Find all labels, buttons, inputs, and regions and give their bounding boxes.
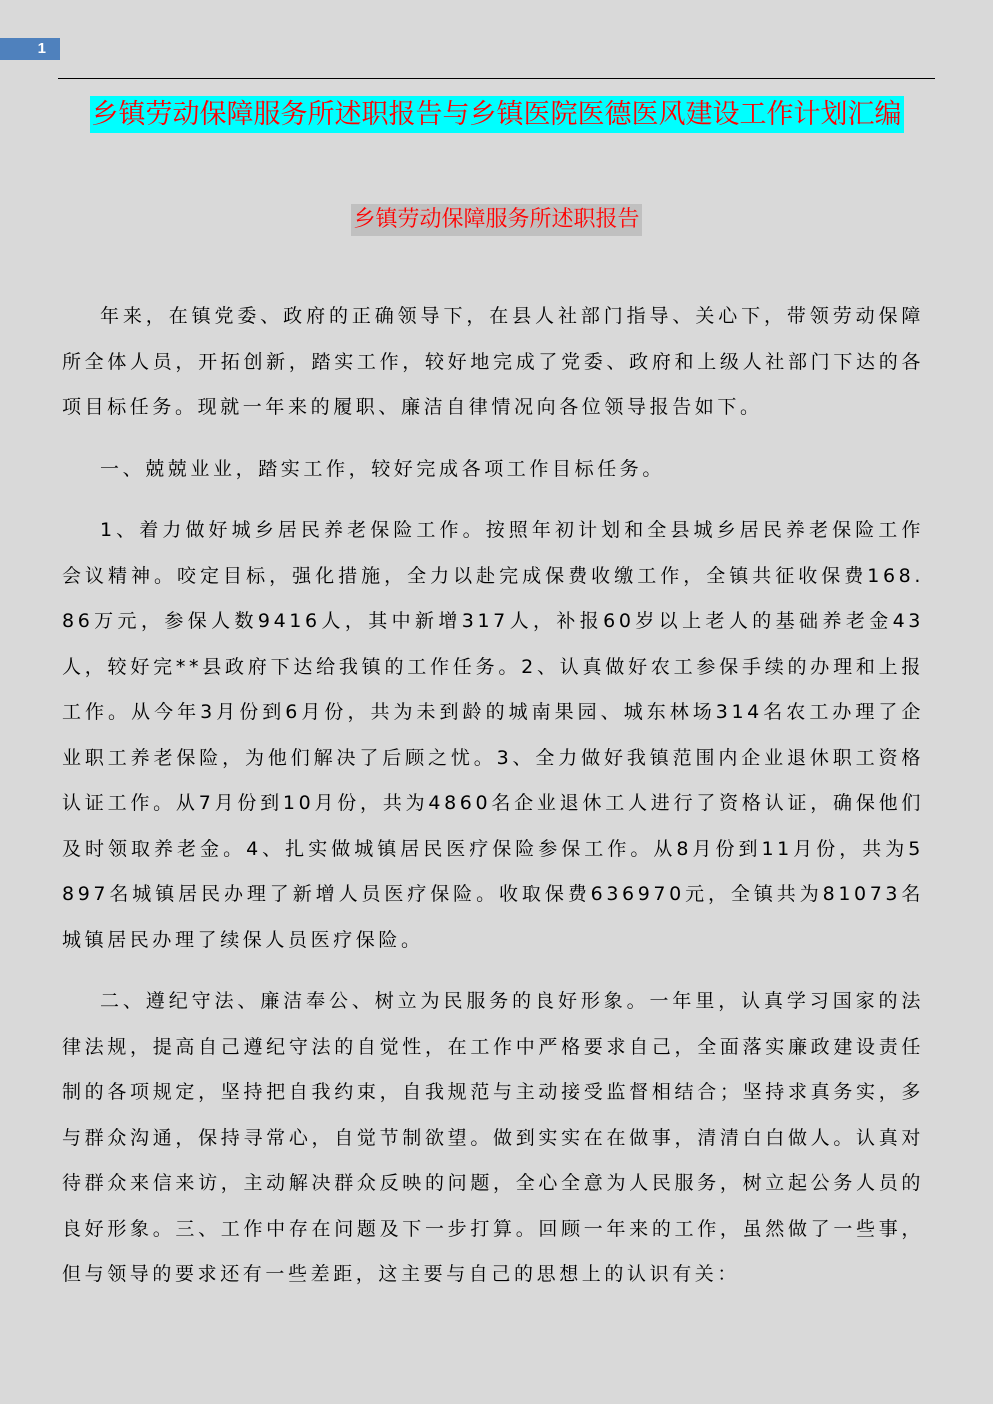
document-body [62,294,924,1298]
page-number-badge: 1 [0,38,60,60]
document-title-container [0,96,993,133]
document-title: 乡镇劳动保障服务所述职报告与乡镇医院医德医风建设工作计划汇编 [90,96,904,133]
header-divider [58,78,935,79]
paragraph-work-details: 1、着力做好城乡居民养老保险工作。按照年初计划和全县城乡居民养老保险工作会议精神。咬定目标，强化措施，全力以赴完成保费收缴工作，全镇共征收保费168.86万元，参保人数9416人，其中新增317人，补报60岁以上老人的基础养老金43人，较好完**县政府下达给我镇的工作任务。2、认真做好农工参保手续的办理和上报工作。从今年3月份到6月份，共为未到龄的城南果园、城东林场314名农工办理了企业职工养老保险，为他们解决了后顾之忧。3、全力做好我镇范围内企业退休职工资格认证工作。从7月份到10月份，共为4860名企业退休工人进行了资格认证，确保他们及时领取养老金。4、扎实做城镇居民医疗保险参保工作。从8月份到11月份，共为5897名城镇居民办理了新增人员医疗保险。收取保费636970元，全镇共为81073名城镇居民办理了续保人员医疗保险。 [62,519,924,951]
paragraph-heading-one: 一、兢兢业业，踏实工作，较好完成各项工作目标任务。 [100,457,666,480]
paragraph-intro: 年来，在镇党委、政府的正确领导下，在县人社部门指导、关心下，带领劳动保障所全体人员，开拓创新，踏实工作，较好地完成了党委、政府和上级人社部门下达的各项目标任务。现就一年来的履职、廉洁自律情况向各位领导报告如下。 [62,305,924,418]
section-title-container [0,204,993,236]
section-title: 乡镇劳动保障服务所述职报告 [351,204,641,236]
paragraph-heading-two: 二、遵纪守法、廉洁奉公、树立为民服务的良好形象。一年里，认真学习国家的法律法规，提高自己遵纪守法的自觉性，在工作中严格要求自己，全面落实廉政建设责任制的各项规定，坚持把自我约束，自我规范与主动接受监督相结合；坚持求真务实，多与群众沟通，保持寻常心，自觉节制欲望。做到实实在在做事，清清白白做人。认真对待群众来信来访，主动解决群众反映的问题，全心全意为人民服务，树立起公务人员的良好形象。三、工作中存在问题及下一步打算。回顾一年来的工作，虽然做了一些事，但与领导的要求还有一些差距，这主要与自己的思想上的认识有关： [62,990,924,1285]
